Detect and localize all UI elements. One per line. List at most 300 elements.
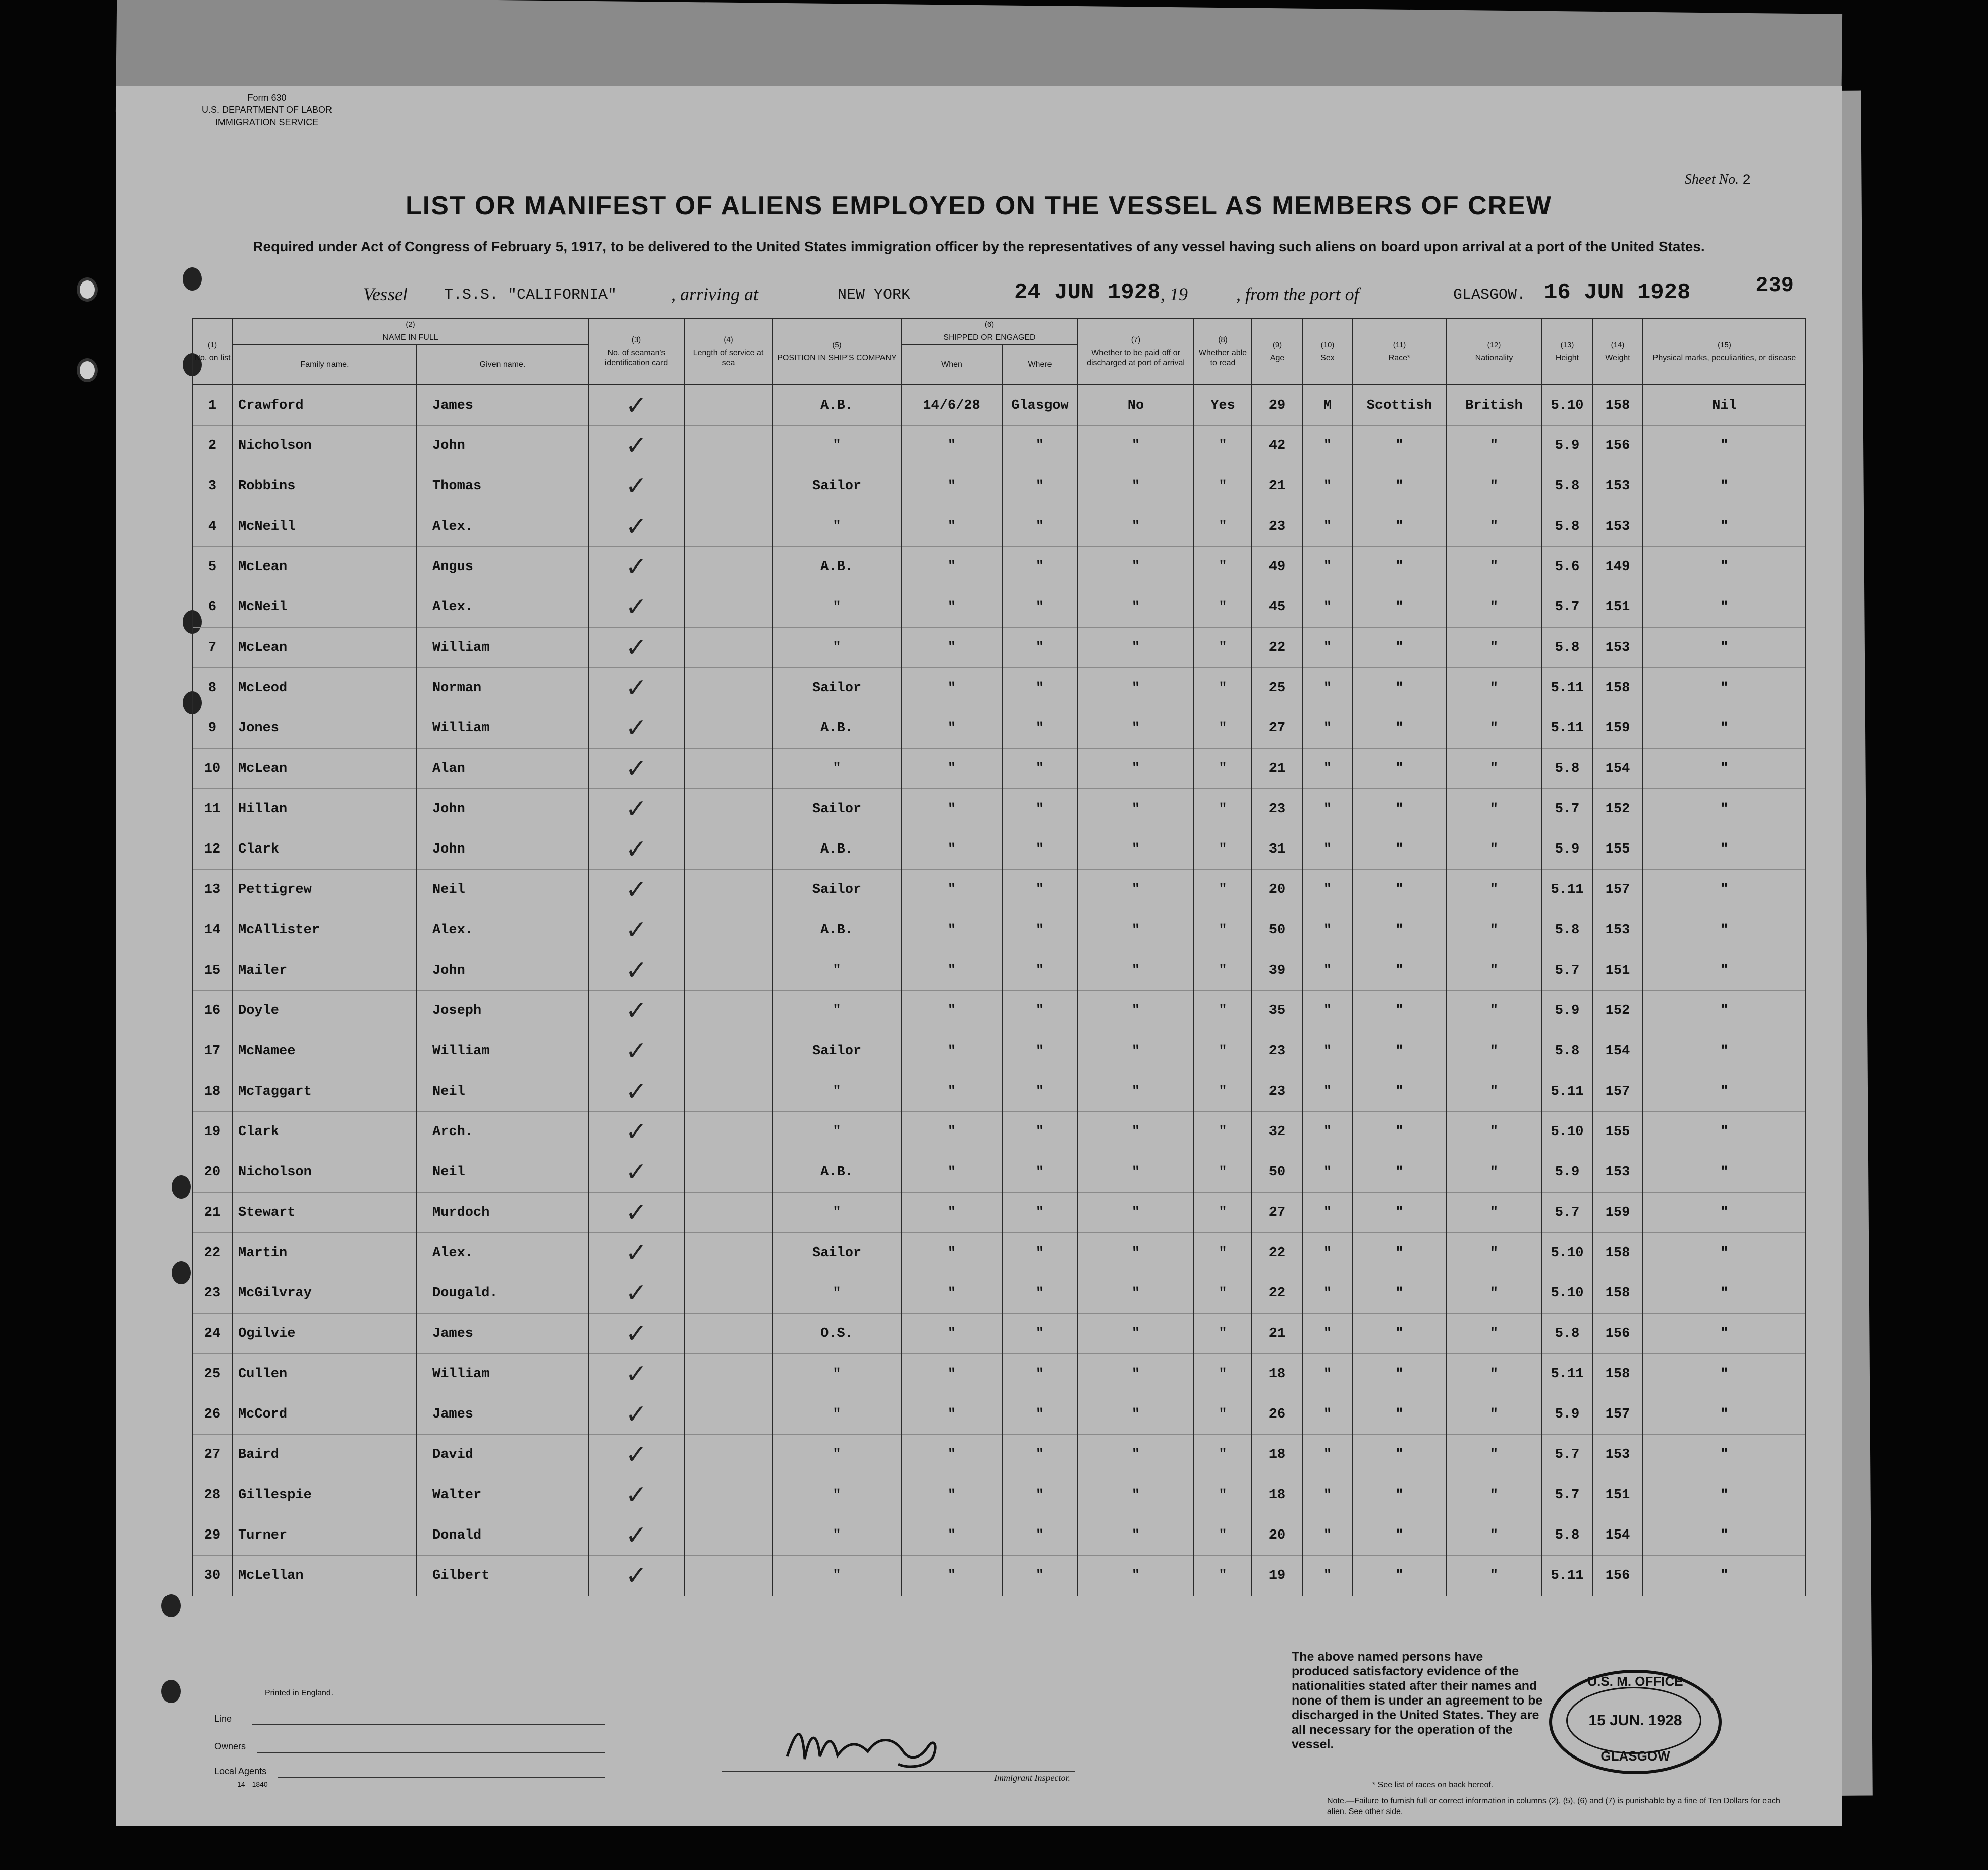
row-number-cell: 2 xyxy=(192,426,233,466)
position-cell: " xyxy=(772,950,901,991)
weight-cell: 152 xyxy=(1592,789,1643,829)
col-header-height: (13) Height xyxy=(1542,318,1592,385)
id-card-check-cell: ✓ xyxy=(588,870,684,910)
service-length-cell xyxy=(684,910,772,950)
able-to-read-cell: " xyxy=(1194,1031,1252,1071)
id-card-check-cell: ✓ xyxy=(588,910,684,950)
table-row xyxy=(192,870,1806,910)
service-length-cell xyxy=(684,749,772,789)
punch-hole xyxy=(161,1594,181,1617)
able-to-read-cell: " xyxy=(1194,547,1252,587)
shipped-where-cell: " xyxy=(1002,708,1078,749)
race-cell: " xyxy=(1353,1475,1446,1515)
id-card-check-cell: ✓ xyxy=(588,1475,684,1515)
nationality-cell: " xyxy=(1446,1475,1542,1515)
id-card-check-cell: ✓ xyxy=(588,829,684,870)
shipped-when-cell: " xyxy=(901,1273,1002,1314)
race-cell: " xyxy=(1353,708,1446,749)
given-name-cell: Norman xyxy=(417,668,588,708)
row-number-cell: 3 xyxy=(192,466,233,506)
age-cell: 21 xyxy=(1252,1314,1302,1354)
race-cell: " xyxy=(1353,426,1446,466)
paid-off-cell: " xyxy=(1078,1193,1194,1233)
family-name-cell: Baird xyxy=(233,1435,417,1475)
nationality-cell: " xyxy=(1446,749,1542,789)
shipped-when-cell: " xyxy=(901,1193,1002,1233)
sex-cell: " xyxy=(1302,829,1353,870)
paid-off-cell: " xyxy=(1078,1071,1194,1112)
weight-cell: 151 xyxy=(1592,587,1643,628)
row-number-cell: 20 xyxy=(192,1152,233,1193)
page-number: 239 xyxy=(1755,273,1794,298)
table-row xyxy=(192,466,1806,506)
paid-off-cell: " xyxy=(1078,1354,1194,1394)
id-card-check-cell: ✓ xyxy=(588,466,684,506)
sheet-number-label: Sheet No. xyxy=(1684,172,1739,187)
service-length-cell xyxy=(684,1031,772,1071)
race-cell: " xyxy=(1353,870,1446,910)
shipped-where-cell: " xyxy=(1002,668,1078,708)
position-cell: " xyxy=(772,1515,901,1556)
department-name: U.S. DEPARTMENT OF LABOR xyxy=(202,105,333,115)
row-number-cell: 21 xyxy=(192,1193,233,1233)
nationality-cell: " xyxy=(1446,1233,1542,1273)
sex-cell: " xyxy=(1302,1071,1353,1112)
nationality-cell: " xyxy=(1446,1031,1542,1071)
from-port-label: , from the port of xyxy=(1236,284,1359,304)
row-number-cell: 22 xyxy=(192,1233,233,1273)
position-cell: " xyxy=(772,1435,901,1475)
service-length-cell xyxy=(684,506,772,547)
height-cell: 5.11 xyxy=(1542,668,1592,708)
given-name-cell: Thomas xyxy=(417,466,588,506)
position-cell: " xyxy=(772,1112,901,1152)
given-name-cell: Neil xyxy=(417,1071,588,1112)
height-cell: 5.8 xyxy=(1542,628,1592,668)
table-row xyxy=(192,950,1806,991)
physical-marks-cell: " xyxy=(1643,708,1806,749)
family-name-cell: McGilvray xyxy=(233,1273,417,1314)
race-cell: " xyxy=(1353,587,1446,628)
office-stamp xyxy=(1549,1670,1722,1774)
row-number-cell: 27 xyxy=(192,1435,233,1475)
paid-off-cell: " xyxy=(1078,749,1194,789)
manifest-title: LIST OR MANIFEST OF ALIENS EMPLOYED ON THE VESSEL AS MEMBERS OF CREW xyxy=(406,191,1552,220)
paid-off-cell: " xyxy=(1078,910,1194,950)
family-name-cell: Doyle xyxy=(233,991,417,1031)
weight-cell: 153 xyxy=(1592,628,1643,668)
paid-off-cell: " xyxy=(1078,587,1194,628)
age-cell: 50 xyxy=(1252,1152,1302,1193)
position-cell: A.B. xyxy=(772,1152,901,1193)
weight-cell: 156 xyxy=(1592,426,1643,466)
weight-cell: 158 xyxy=(1592,1354,1643,1394)
id-card-check-cell: ✓ xyxy=(588,1112,684,1152)
shipped-when-cell: " xyxy=(901,1314,1002,1354)
race-cell: " xyxy=(1353,1193,1446,1233)
nationality-cell: " xyxy=(1446,708,1542,749)
paid-off-cell: " xyxy=(1078,506,1194,547)
physical-marks-cell: " xyxy=(1643,749,1806,789)
col-header-no: (1) No. on list xyxy=(192,318,233,385)
race-cell: " xyxy=(1353,547,1446,587)
arriving-label: , arriving at xyxy=(671,284,759,304)
family-name-cell: Martin xyxy=(233,1233,417,1273)
given-name-cell: William xyxy=(417,1354,588,1394)
height-cell: 5.10 xyxy=(1542,1273,1592,1314)
table-row xyxy=(192,910,1806,950)
able-to-read-cell: " xyxy=(1194,789,1252,829)
nationality-cell: " xyxy=(1446,1152,1542,1193)
table-row xyxy=(192,1031,1806,1071)
family-name-cell: Nicholson xyxy=(233,426,417,466)
age-cell: 20 xyxy=(1252,870,1302,910)
agents-rule xyxy=(278,1777,605,1778)
service-length-cell xyxy=(684,1233,772,1273)
shipped-where-cell: " xyxy=(1002,1394,1078,1435)
weight-cell: 159 xyxy=(1592,708,1643,749)
sex-cell: " xyxy=(1302,1112,1353,1152)
age-cell: 35 xyxy=(1252,991,1302,1031)
given-name-cell: Murdoch xyxy=(417,1193,588,1233)
service-length-cell xyxy=(684,1394,772,1435)
able-to-read-cell: " xyxy=(1194,1435,1252,1475)
given-name-cell: Alex. xyxy=(417,1233,588,1273)
age-cell: 27 xyxy=(1252,708,1302,749)
position-cell: A.B. xyxy=(772,547,901,587)
race-cell: " xyxy=(1353,1435,1446,1475)
race-cell: " xyxy=(1353,668,1446,708)
weight-cell: 156 xyxy=(1592,1556,1643,1596)
weight-cell: 151 xyxy=(1592,1475,1643,1515)
height-cell: 5.11 xyxy=(1542,1556,1592,1596)
family-name-cell: McLeod xyxy=(233,668,417,708)
table-row xyxy=(192,1556,1806,1596)
family-name-cell: Turner xyxy=(233,1515,417,1556)
height-cell: 5.9 xyxy=(1542,1394,1592,1435)
service-length-cell xyxy=(684,466,772,506)
shipped-when-cell: " xyxy=(901,991,1002,1031)
row-number-cell: 17 xyxy=(192,1031,233,1071)
position-cell: A.B. xyxy=(772,385,901,426)
paid-off-cell: " xyxy=(1078,1394,1194,1435)
paid-off-cell: " xyxy=(1078,1435,1194,1475)
physical-marks-cell: " xyxy=(1643,1515,1806,1556)
table-row xyxy=(192,749,1806,789)
shipped-where-cell: " xyxy=(1002,789,1078,829)
stamp-date-text: 15 JUN. 1928 xyxy=(1588,1712,1682,1729)
race-cell: " xyxy=(1353,749,1446,789)
position-cell: " xyxy=(772,1394,901,1435)
row-number-cell: 26 xyxy=(192,1394,233,1435)
sex-cell: " xyxy=(1302,547,1353,587)
shipped-where-cell: " xyxy=(1002,1314,1078,1354)
position-cell: " xyxy=(772,1193,901,1233)
table-row xyxy=(192,1071,1806,1112)
given-name-cell: Arch. xyxy=(417,1112,588,1152)
service-length-cell xyxy=(684,628,772,668)
punch-hole xyxy=(183,267,202,291)
nationality-cell: " xyxy=(1446,1515,1542,1556)
given-name-cell: Walter xyxy=(417,1475,588,1515)
weight-cell: 158 xyxy=(1592,385,1643,426)
id-card-check-cell: ✓ xyxy=(588,991,684,1031)
sex-cell: " xyxy=(1302,668,1353,708)
arrival-port: NEW YORK xyxy=(838,287,911,304)
height-cell: 5.11 xyxy=(1542,1354,1592,1394)
id-card-check-cell: ✓ xyxy=(588,1193,684,1233)
given-name-cell: John xyxy=(417,789,588,829)
physical-marks-cell: Nil xyxy=(1643,385,1806,426)
nationality-cell: " xyxy=(1446,1556,1542,1596)
able-to-read-cell: " xyxy=(1194,466,1252,506)
col-header-id-card: (3) No. of seaman's identification card xyxy=(588,318,684,385)
row-number-cell: 10 xyxy=(192,749,233,789)
shipped-when-cell: " xyxy=(901,668,1002,708)
height-cell: 5.8 xyxy=(1542,749,1592,789)
table-row xyxy=(192,426,1806,466)
family-name-cell: Robbins xyxy=(233,466,417,506)
col-header-race: (11) Race* xyxy=(1353,318,1446,385)
weight-cell: 151 xyxy=(1592,950,1643,991)
height-cell: 5.9 xyxy=(1542,426,1592,466)
able-to-read-cell: " xyxy=(1194,587,1252,628)
table-row xyxy=(192,1233,1806,1273)
height-cell: 5.8 xyxy=(1542,506,1592,547)
shipped-when-cell: " xyxy=(901,1435,1002,1475)
shipped-when-cell: " xyxy=(901,506,1002,547)
shipped-where-cell: " xyxy=(1002,1354,1078,1394)
able-to-read-cell: " xyxy=(1194,1273,1252,1314)
id-card-check-cell: ✓ xyxy=(588,1031,684,1071)
family-name-cell: Jones xyxy=(233,708,417,749)
family-name-cell: Pettigrew xyxy=(233,870,417,910)
physical-marks-cell: " xyxy=(1643,1354,1806,1394)
service-length-cell xyxy=(684,1475,772,1515)
sex-cell: " xyxy=(1302,1152,1353,1193)
shipped-where-cell: " xyxy=(1002,991,1078,1031)
col-header-service-length: (4) Length of service at sea xyxy=(684,318,772,385)
weight-cell: 157 xyxy=(1592,870,1643,910)
row-number-cell: 29 xyxy=(192,1515,233,1556)
service-length-cell xyxy=(684,708,772,749)
table-row xyxy=(192,708,1806,749)
service-length-cell xyxy=(684,870,772,910)
row-number-cell: 9 xyxy=(192,708,233,749)
age-cell: 20 xyxy=(1252,1515,1302,1556)
given-name-cell: William xyxy=(417,628,588,668)
family-name-cell: Ogilvie xyxy=(233,1314,417,1354)
position-cell: " xyxy=(772,587,901,628)
physical-marks-cell: " xyxy=(1643,1314,1806,1354)
position-cell: " xyxy=(772,426,901,466)
height-cell: 5.11 xyxy=(1542,870,1592,910)
shipped-when-cell: " xyxy=(901,789,1002,829)
given-name-cell: Joseph xyxy=(417,991,588,1031)
shipped-where-cell: " xyxy=(1002,466,1078,506)
shipped-when-cell: " xyxy=(901,1394,1002,1435)
age-cell: 23 xyxy=(1252,1071,1302,1112)
vessel-name: T.S.S. "CALIFORNIA" xyxy=(444,287,617,304)
id-card-check-cell: ✓ xyxy=(588,1273,684,1314)
able-to-read-cell: " xyxy=(1194,829,1252,870)
physical-marks-cell: " xyxy=(1643,1233,1806,1273)
position-cell: " xyxy=(772,506,901,547)
race-cell: " xyxy=(1353,1314,1446,1354)
inspector-label: Immigrant Inspector. xyxy=(994,1773,1070,1783)
weight-cell: 155 xyxy=(1592,1112,1643,1152)
able-to-read-cell: " xyxy=(1194,1112,1252,1152)
able-to-read-cell: " xyxy=(1194,506,1252,547)
family-name-cell: McLean xyxy=(233,749,417,789)
punch-hole xyxy=(77,277,98,302)
nationality-cell: " xyxy=(1446,668,1542,708)
row-number-cell: 4 xyxy=(192,506,233,547)
col-header-given-name: Given name. xyxy=(417,345,588,385)
local-agents-label: Local Agents xyxy=(214,1766,267,1776)
shipped-when-cell: " xyxy=(901,426,1002,466)
service-length-cell xyxy=(684,991,772,1031)
shipped-where-cell: " xyxy=(1002,1152,1078,1193)
punch-hole xyxy=(161,1680,181,1703)
able-to-read-cell: " xyxy=(1194,1394,1252,1435)
position-cell: Sailor xyxy=(772,870,901,910)
physical-marks-cell: " xyxy=(1643,587,1806,628)
position-cell: " xyxy=(772,1475,901,1515)
id-card-check-cell: ✓ xyxy=(588,1354,684,1394)
shipped-when-cell: 14/6/28 xyxy=(901,385,1002,426)
age-cell: 50 xyxy=(1252,910,1302,950)
table-row xyxy=(192,506,1806,547)
family-name-cell: Hillan xyxy=(233,789,417,829)
table-row xyxy=(192,1314,1806,1354)
nationality-cell: " xyxy=(1446,789,1542,829)
certification-statement: The above named persons have produced satisfactory evidence of the nationalities stated after their names and none of them is under an agreement to be discharged in the United States. They are all necessary for the operation of the vessel. xyxy=(1292,1650,1543,1751)
sex-cell: " xyxy=(1302,1354,1353,1394)
sex-cell: " xyxy=(1302,749,1353,789)
given-name-cell: Alex. xyxy=(417,506,588,547)
sex-cell: " xyxy=(1302,466,1353,506)
position-cell: Sailor xyxy=(772,1031,901,1071)
paid-off-cell: " xyxy=(1078,950,1194,991)
family-name-cell: Clark xyxy=(233,1112,417,1152)
age-cell: 26 xyxy=(1252,1394,1302,1435)
shipped-when-cell: " xyxy=(901,950,1002,991)
height-cell: 5.8 xyxy=(1542,1515,1592,1556)
table-row xyxy=(192,1515,1806,1556)
race-cell: " xyxy=(1353,1112,1446,1152)
weight-cell: 154 xyxy=(1592,1031,1643,1071)
paid-off-cell: " xyxy=(1078,1273,1194,1314)
service-length-cell xyxy=(684,1112,772,1152)
table-row xyxy=(192,1394,1806,1435)
age-cell: 27 xyxy=(1252,1193,1302,1233)
given-name-cell: John xyxy=(417,950,588,991)
id-card-check-cell: ✓ xyxy=(588,628,684,668)
row-number-cell: 18 xyxy=(192,1071,233,1112)
family-name-cell: McNeill xyxy=(233,506,417,547)
sex-cell: M xyxy=(1302,385,1353,426)
inspector-signature xyxy=(782,1716,949,1772)
id-card-check-cell: ✓ xyxy=(588,1071,684,1112)
service-length-cell xyxy=(684,547,772,587)
shipped-when-cell: " xyxy=(901,829,1002,870)
height-cell: 5.7 xyxy=(1542,789,1592,829)
age-cell: 25 xyxy=(1252,668,1302,708)
sex-cell: " xyxy=(1302,1475,1353,1515)
paid-off-cell: " xyxy=(1078,1556,1194,1596)
nationality-cell: " xyxy=(1446,1314,1542,1354)
position-cell: Sailor xyxy=(772,466,901,506)
shipped-where-cell: " xyxy=(1002,628,1078,668)
family-name-cell: McLellan xyxy=(233,1556,417,1596)
race-cell: " xyxy=(1353,1515,1446,1556)
row-number-cell: 5 xyxy=(192,547,233,587)
line-rule xyxy=(252,1724,605,1725)
able-to-read-cell: " xyxy=(1194,950,1252,991)
service-length-cell xyxy=(684,587,772,628)
col-header-age: (9) Age xyxy=(1252,318,1302,385)
sex-cell: " xyxy=(1302,628,1353,668)
position-cell: " xyxy=(772,1273,901,1314)
age-cell: 29 xyxy=(1252,385,1302,426)
col-header-position: (5) POSITION IN SHIP'S COMPANY xyxy=(772,318,901,385)
physical-marks-cell: " xyxy=(1643,1071,1806,1112)
position-cell: " xyxy=(772,1071,901,1112)
row-number-cell: 7 xyxy=(192,628,233,668)
age-cell: 21 xyxy=(1252,466,1302,506)
paid-off-cell: " xyxy=(1078,668,1194,708)
table-row xyxy=(192,1475,1806,1515)
nationality-cell: " xyxy=(1446,547,1542,587)
table-row xyxy=(192,789,1806,829)
shipped-where-cell: " xyxy=(1002,1193,1078,1233)
service-length-cell xyxy=(684,1152,772,1193)
table-row xyxy=(192,547,1806,587)
height-cell: 5.8 xyxy=(1542,1314,1592,1354)
table-row xyxy=(192,628,1806,668)
sex-cell: " xyxy=(1302,708,1353,749)
id-card-check-cell: ✓ xyxy=(588,385,684,426)
paid-off-cell: No xyxy=(1078,385,1194,426)
nationality-cell: " xyxy=(1446,1193,1542,1233)
age-cell: 49 xyxy=(1252,547,1302,587)
physical-marks-cell: " xyxy=(1643,991,1806,1031)
col-header-family-name: Family name. xyxy=(233,345,417,385)
col-header-physical-marks: (15) Physical marks, peculiarities, or disease xyxy=(1643,318,1806,385)
physical-marks-cell: " xyxy=(1643,466,1806,506)
able-to-read-cell: Yes xyxy=(1194,385,1252,426)
id-card-check-cell: ✓ xyxy=(588,1314,684,1354)
form-identifier xyxy=(202,92,332,128)
shipped-when-cell: " xyxy=(901,1475,1002,1515)
nationality-cell: " xyxy=(1446,950,1542,991)
age-cell: 21 xyxy=(1252,749,1302,789)
weight-cell: 157 xyxy=(1592,1071,1643,1112)
family-name-cell: Clark xyxy=(233,829,417,870)
weight-cell: 153 xyxy=(1592,910,1643,950)
service-length-cell xyxy=(684,668,772,708)
given-name-cell: Angus xyxy=(417,547,588,587)
given-name-cell: William xyxy=(417,1031,588,1071)
age-cell: 32 xyxy=(1252,1112,1302,1152)
shipped-where-cell: " xyxy=(1002,950,1078,991)
nationality-cell: " xyxy=(1446,1354,1542,1394)
able-to-read-cell: " xyxy=(1194,628,1252,668)
able-to-read-cell: " xyxy=(1194,749,1252,789)
position-cell: A.B. xyxy=(772,910,901,950)
paid-off-cell: " xyxy=(1078,1031,1194,1071)
